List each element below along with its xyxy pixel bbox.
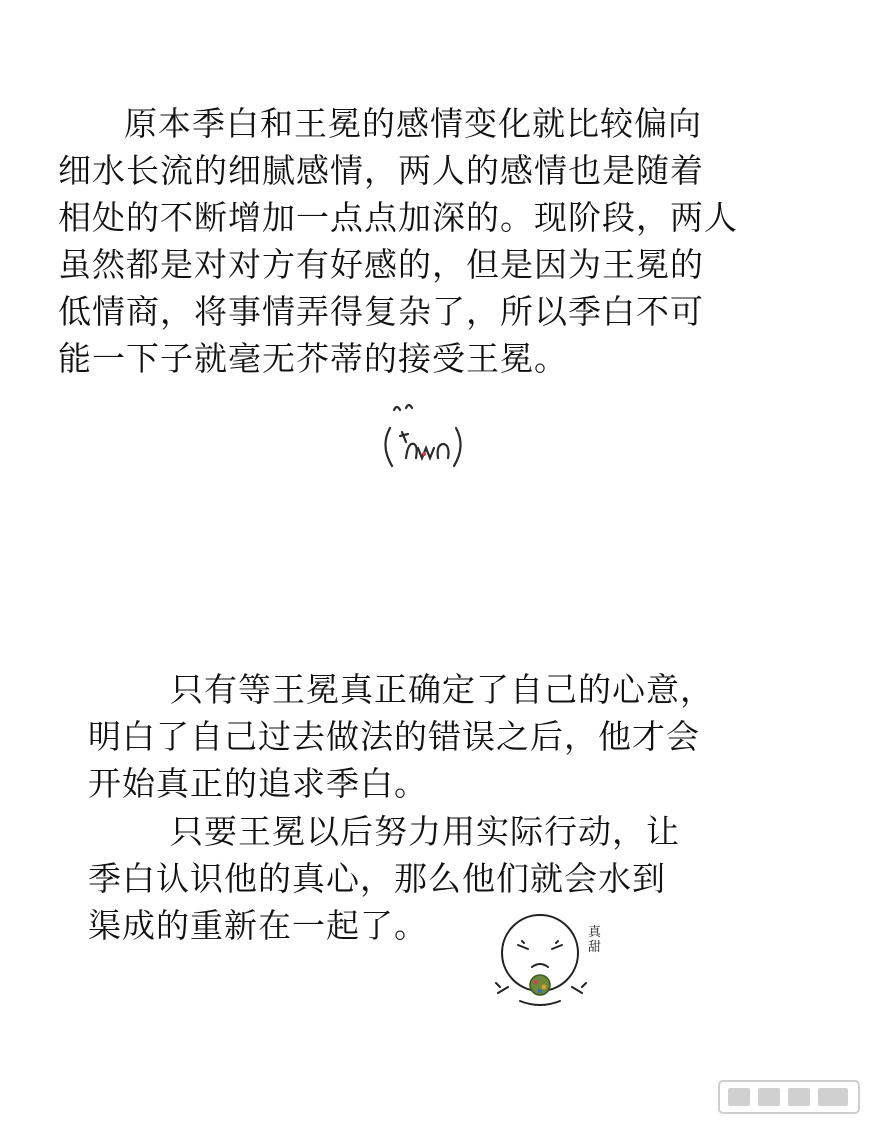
paragraph-intro: 原本季白和王冕的感情变化就比较偏向 细水长流的细腻感情，两人的感情也是随着 相处的不断增加一点点加深的。现阶段，两人 虽然都是对对方有好感的，但是因为王冕的 低情商，将事情弄得复杂了，所以季白不可 能一下子就毫无芥蒂的接受王冕。 [58, 104, 738, 378]
sticker-caption: 真甜 [588, 925, 602, 955]
paragraph-middle: 只有等王冕真正确定了自己的心意， 明白了自己过去做法的错误之后，他才会 开始真正的追求季白。 [88, 670, 714, 803]
round-face-eating-doodle-icon [490, 905, 600, 1015]
qwq-face-doodle-icon [372, 398, 472, 478]
paragraph-final: 只要王冕以后努力用实际行动，让 季白认识他的真心，那么他们就会水到 渠成的重新在一起了。 [88, 812, 680, 945]
tencent-comic-watermark-icon [718, 1080, 860, 1114]
